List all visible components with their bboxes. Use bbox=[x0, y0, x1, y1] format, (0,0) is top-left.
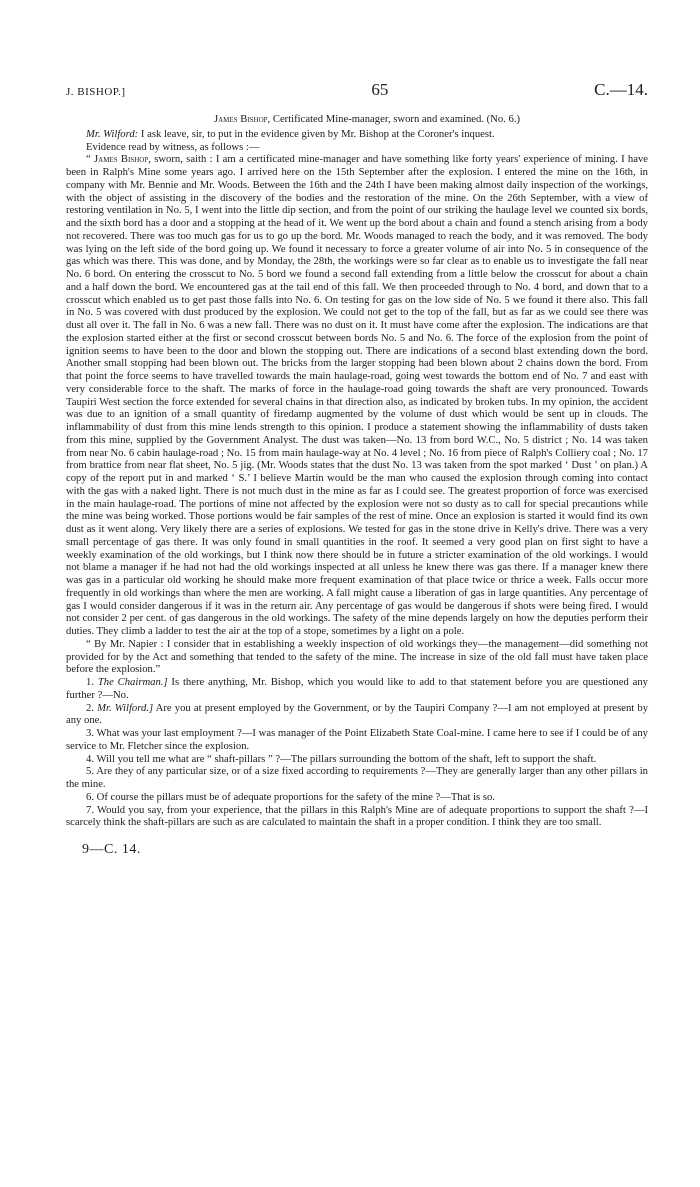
statement-name: James Bishop bbox=[94, 154, 149, 166]
qa-item bbox=[66, 766, 648, 792]
qa-text: Is there anything, Mr. Bishop, which you would like to add to that statement before you are questioned any further ?—No. bbox=[66, 677, 648, 701]
intro-paragraph bbox=[66, 129, 648, 142]
qa-text: 4. Will you tell me what are “ shaft-pillars ” ?—The pillars surrounding the bottom of the shaft, left to support the shaft. bbox=[86, 753, 597, 765]
intro-text: I ask leave, sir, to put in the evidence given by Mr. Bishop at the Coroner's inquest. bbox=[138, 128, 495, 140]
qa-item bbox=[66, 728, 648, 754]
header-witness: J. BISHOP.] bbox=[66, 86, 126, 98]
document-body bbox=[66, 114, 648, 830]
statement-open-quote: “ bbox=[86, 154, 95, 166]
qa-item bbox=[66, 703, 648, 729]
qa-text: 7. Would you say, from your experience, that the pillars in this Ralph's Mine are of adequate proportions to support the shaft ?—I scarcely think the shaft-pillars are such as are calculated to maintain the shaft in a proper condition. I think they are too small. bbox=[66, 804, 648, 829]
page-header bbox=[66, 80, 648, 100]
signature-mark: 9—C. 14. bbox=[82, 842, 141, 857]
statement-paragraph bbox=[66, 154, 648, 639]
qa-text: 6. Of course the pillars must be of adequate proportions for the safety of the mine ?—That is so. bbox=[86, 791, 495, 803]
paper-reference: C.—14. bbox=[594, 80, 648, 99]
qa-item bbox=[66, 677, 648, 703]
qa-item bbox=[66, 754, 648, 767]
witness-heading bbox=[66, 114, 648, 127]
qa-number: 1. bbox=[86, 677, 98, 688]
qa-number: 2. bbox=[86, 702, 98, 714]
qa-item bbox=[66, 792, 648, 805]
intro-speaker: Mr. Wilford: bbox=[86, 128, 139, 140]
qa-item bbox=[66, 805, 648, 831]
qa-text: 3. What was your last employment ?—I was manager of the Point Elizabeth State Coal-mine. I came here to see if I could be of any service to Mr. Fletcher since the explosion. bbox=[66, 728, 648, 752]
witness-name: James Bishop bbox=[213, 114, 268, 125]
napier-paragraph: “ By Mr. Napier : I consider that in establishing a weekly inspection of old workings they—the management—did something not provided for by the Act and something that tended to the safety of the mine. The increase in size of the old fall must have taken place before the explosion.” bbox=[66, 638, 648, 676]
qa-text: 5. Are they of any particular size, or of a size fixed according to requirements ?—They are generally larger than any other pillars in the mine. bbox=[66, 766, 648, 790]
witness-heading-rest: , Certificated Mine-manager, sworn and examined. (No. 6.) bbox=[267, 114, 521, 125]
qa-speaker: The Chairman.] bbox=[97, 677, 168, 688]
page-number: 65 bbox=[371, 80, 389, 99]
qa-text: Are you at present employed by the Government, or by the Taupiri Company ?—I am not employed at present by any one. bbox=[66, 702, 649, 727]
qa-speaker: Mr. Wilford.] bbox=[97, 702, 154, 714]
statement-text: , sworn, saith : I am a certificated mine-manager and have something like forty years' experience of mining. I have been in Ralph's Mine some years ago. I arrived here on the 15th September after the explosion. I entered the mine on the 16th, in company with Mr. Bennie and Mr. Woods. Between the 16th and the 24th I have been making almost daily inspection of the workings, with the object of assisting in the discovery of the bodies and the restoration of the mine. On the 26th September, with a view of restoring ventilation in No. 5, I went into the little dip section, and from the point of our striking the haulage level we counted six bords, and the sixth bord has a door and a stopping at the head of it. We went up the bord about a chain and found a stench arising from a body not recovered. There was too much gas for us to go up the bord. Mr. Woods managed to reach the body, and it was removed. The body was lying on the left side of the bord going up. We found it necessary to force a greater volume of air into No. 5 in consequence of the gas which was there. This was done, and by Monday, the 28th, the workings were so far clear as to enable us to investigate the fall near No. 6 bord. On entering the crosscut to No. 5 bord we found a second fall extending from a little below the crosscut for about a chain and a half down the bord. We encountered gas at the tail end of this fall. We then proceeded through to No. 4 bord, and down that to a crosscut which enabled us to get past those falls into No. 6. On testing for gas on the low side of No. 5 we found it there also. This fall in No. 5 was covered with dust produced by the explosion. We could not get to the top of the fall, but as far as we could see there was dust all over it. The fall in No. 6 was a new fall. There was no dust on it. It must have come after the explosion. The indications are that the explosion started either at the first or second crosscut between bords No. 5 and No. 6. The force of the explosion from the point of ignition seems to have been to the door and blown the stopping out. There are indications of a second blast extending down the bord. Another small stopping had been blown out. The bricks from the larger stopping had been blown about 2 chains down the bord. From that point the force seems to have travelled towards the main haulage-road, going west towards the bottom end of No. 7 and east with very considerable force to the shaft. The marks of force in the haulage-road going towards the shaft are very pronounced. Towards Taupiri West section the force extended for several chains in that direction also, as indicated by broken tubs. In my opinion, the accident was due to an ignition of a small quantity of firedamp augmented by the volume of dust which would be sent up in clouds. The inflammability of dust from this mine lends strength to this opinion. I produce a statement showing the inflammability of dusts taken from this mine, supplied by the Government Analyst. The dust was taken—No. 13 from bord W.C., No. 5 district ; No. 14 was taken from near No. 6 cabin haulage-road ; No. 15 from main haulage-way at No. 4 level ; No. 16 from piece of Ralph's Colliery coal ; No. 17 from brattice from near flat sheet, No. 5 jig. (Mr. Woods states that the dust No. 13 was taken from the spot marked ‘ Dust ’ on plan.) A copy of the report put in and marked ‘ S.’ I believe Martin would be the man who caused the explosion through coming into contact with the gas with a naked light. There is not much dust in the mine as far as I could see. The greatest proportion of force was exercised in the main haulage-road. The portions of mine not affected by the explosion were not so dusty as to call for special precautions while the mine was being worked. Those portions would be fair samples of the rest of mine. Once an explosion is started it would find its own dust as it went along. Very likely there are a series of explosions. We tested for gas in the stone drive in Kelly's drive. There was a very small percentage of gas there. It was only found in small quantities in the roof. It seemed a very good plan on first sight to have a weekly examination of the old workings, but I think now there should be in future a stricter examination of the old workings. I would not blame a manager if he had not had the old workings inspected at all unless he knew there was gas there. If a manager knew there was gas in a particular old working he should make more frequent examination of that place twice or thrice a week. Falls occur more frequently in old workings than where the men are working. A fall might cause a liberation of gas in large quantities. Any percentage of gas I would consider dangerous if it was in the return air. Any percentage of gas would be dangerous if shots were being fired. I would not consider 2 per cent. of gas dangerous in the old workings. The safety of the mine depends largely on how the deputies perform their duties. They climb a ladder to test the air at the top of a stope, sometimes by a light on a pole. bbox=[66, 154, 649, 637]
question-answer-list bbox=[66, 677, 648, 830]
evidence-read-line: Evidence read by witness, as follows :— bbox=[86, 141, 260, 153]
